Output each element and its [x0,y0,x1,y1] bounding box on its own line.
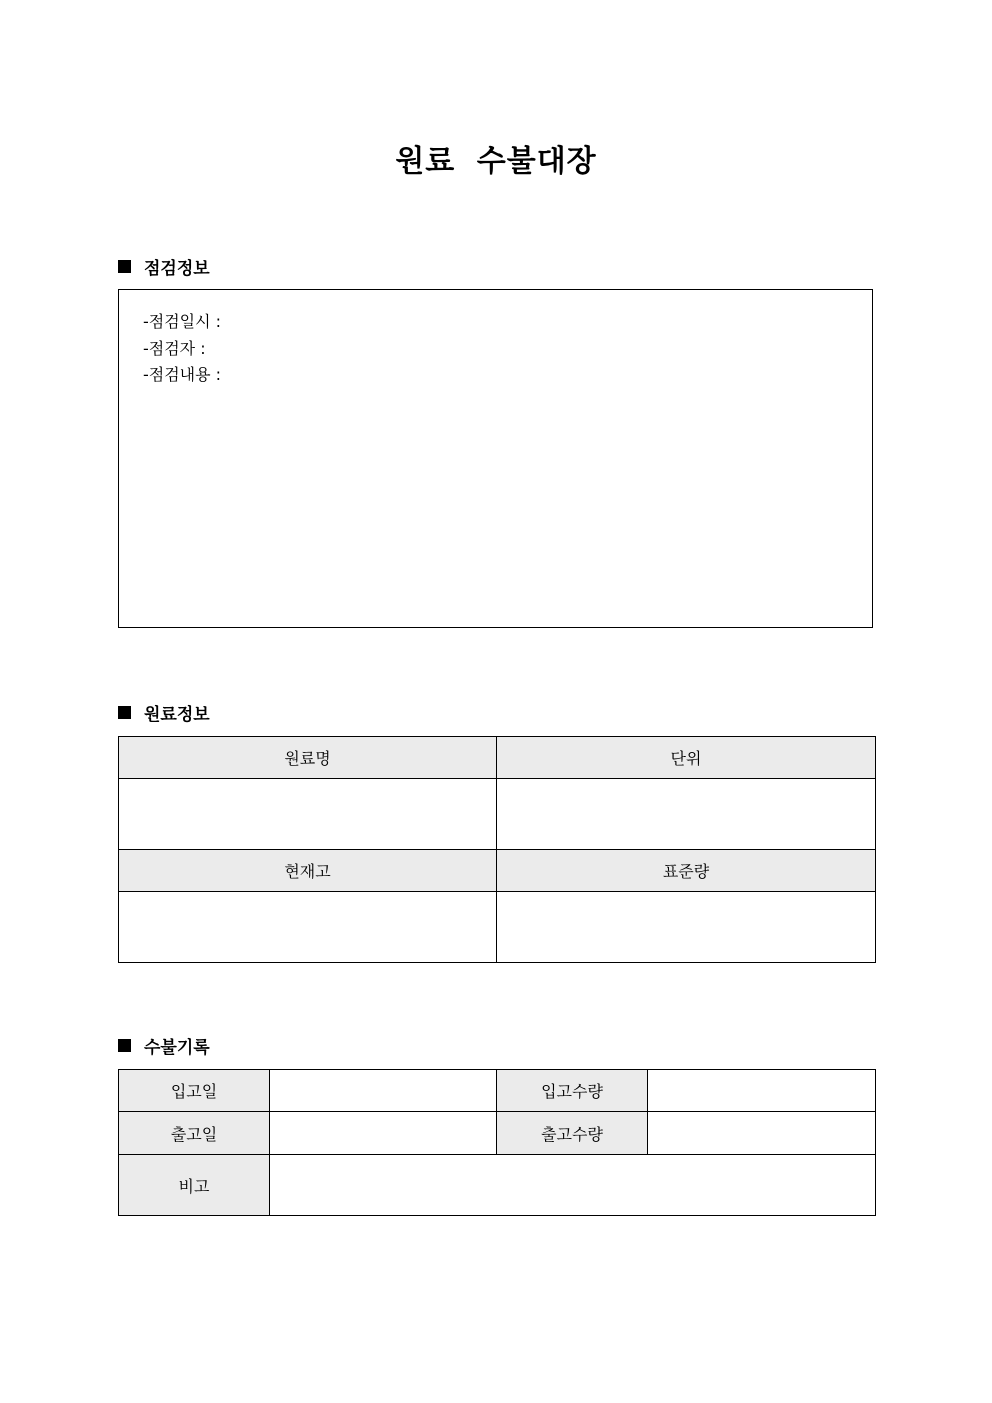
material-info-table [118,736,876,963]
square-bullet-icon [118,1039,131,1052]
inspector-label: -점검자 : [143,338,206,358]
in-date-cell[interactable] [270,1070,497,1112]
record-heading-label: 수불기록 [144,1038,210,1058]
square-bullet-icon [118,260,131,273]
standard-quantity-cell[interactable] [497,892,876,963]
out-quantity-label: 출고수량 [497,1112,648,1155]
record-table [118,1069,876,1216]
material-heading-label: 원료정보 [144,705,210,725]
in-quantity-label: 입고수량 [497,1070,648,1112]
in-quantity-cell[interactable] [648,1070,876,1112]
inspection-date-label: -점검일시 : [143,312,222,331]
document-title: 원료 수불대장 [395,144,597,179]
remarks-label: 비고 [119,1155,270,1216]
square-bullet-icon [118,706,131,719]
standard-quantity-header: 표준량 [497,850,876,892]
inspection-content-label: -점검내용 : [143,365,222,384]
out-quantity-cell[interactable] [648,1112,876,1155]
current-stock-header: 현재고 [119,850,497,892]
unit-cell[interactable] [497,779,876,850]
out-date-label: 출고일 [119,1112,270,1155]
material-name-cell[interactable] [119,779,497,850]
out-date-cell[interactable] [270,1112,497,1155]
remarks-cell[interactable] [270,1155,876,1216]
inspection-heading-label: 점검정보 [144,259,210,279]
inspection-info-box[interactable] [118,289,873,628]
inspection-section-heading [118,254,210,279]
current-stock-cell[interactable] [119,892,497,963]
in-date-label: 입고일 [119,1070,270,1112]
material-section-heading [118,700,210,725]
record-section-heading [118,1033,210,1058]
material-name-header: 원료명 [119,737,497,779]
unit-header: 단위 [497,737,876,779]
